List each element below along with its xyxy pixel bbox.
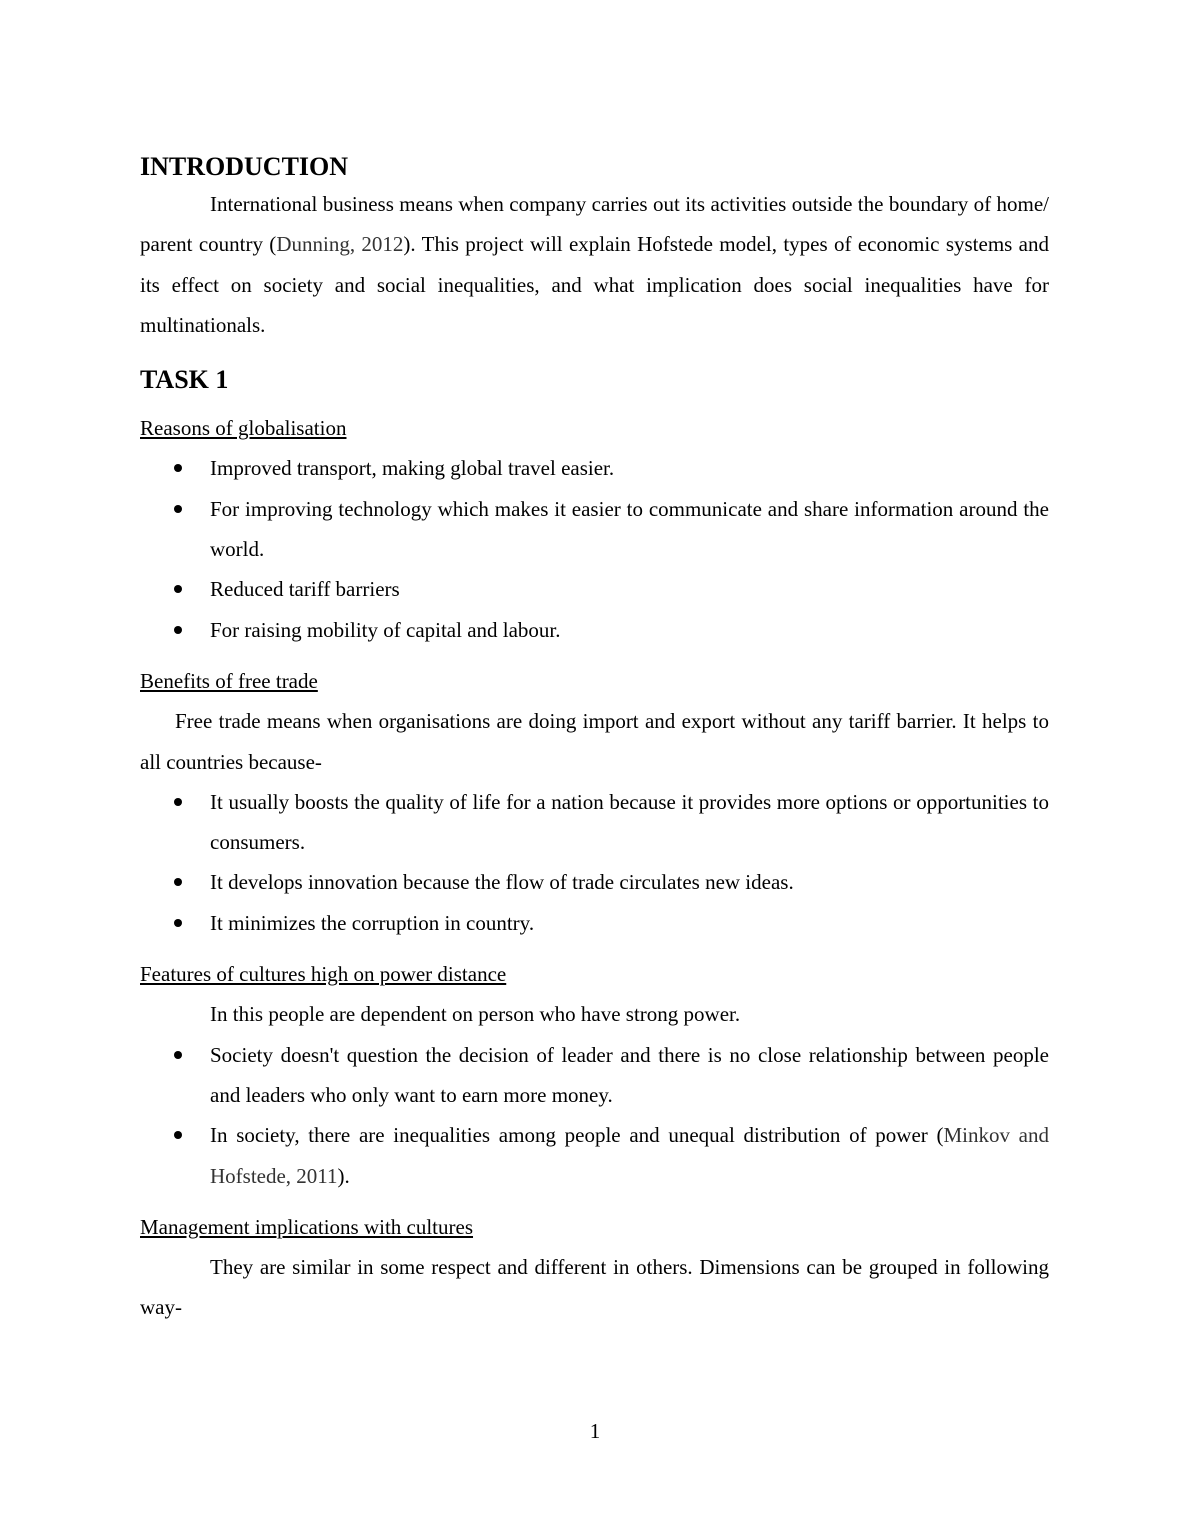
list-item [140, 448, 1049, 488]
bullet-icon [174, 878, 182, 886]
list-item-text-end: ). [337, 1163, 350, 1188]
free-trade-list [140, 782, 1049, 943]
list-item [140, 1035, 1049, 1116]
citation-minkov-hofstede: Minkov and Hofstede, 2011 [210, 1123, 1050, 1188]
globalisation-list [140, 448, 1049, 649]
citation-dunning: Dunning, 2012 [276, 232, 404, 257]
page-number: 1 [589, 1419, 601, 1443]
bullet-icon [174, 585, 182, 593]
list-item-text: Improved transport, making global travel easier. [210, 456, 615, 481]
management-paragraph: They are similar in some respect and different in others. Dimensions can be grouped in following way- [140, 1255, 1049, 1320]
globalisation-subheading: Reasons of globalisation [140, 416, 347, 441]
document-page [140, 150, 1049, 1328]
bullet-icon [174, 1131, 182, 1139]
list-item-text: In society, there are inequalities among people and unequal distribution of power ( [210, 1123, 944, 1148]
free-trade-subheading: Benefits of free trade [140, 668, 318, 693]
list-item [140, 610, 1049, 650]
bullet-icon [174, 919, 182, 927]
bullet-icon [174, 798, 182, 806]
list-item-text: Reduced tariff barriers [210, 577, 400, 602]
free-trade-intro: Free trade means when organisations are doing import and export without any tariff barrier. It helps to all countries because- [140, 709, 1049, 774]
management-subheading: Management implications with cultures [140, 1214, 474, 1239]
power-distance-list [140, 1035, 1049, 1196]
list-item [140, 862, 1049, 902]
list-item-text: It develops innovation because the flow of trade circulates new ideas. [210, 870, 794, 895]
intro-text-end: ). This project will explain Hofstede model, types of economic systems and its effect on society and social inequalities, and what implication does social inequalities have for multinationals. [140, 232, 1049, 337]
list-item [140, 569, 1049, 609]
bullet-icon [174, 626, 182, 634]
list-item [140, 782, 1049, 863]
list-item-text: For raising mobility of capital and labour. [210, 617, 561, 642]
bullet-icon [174, 505, 182, 513]
list-item [140, 1115, 1049, 1196]
introduction-paragraph [140, 184, 1049, 345]
list-item-text: For improving technology which makes it easier to communicate and share information around the world. [210, 496, 1049, 562]
bullet-icon [174, 464, 182, 472]
task1-heading: TASK 1 [140, 365, 229, 395]
power-distance-subheading: Features of cultures high on power distance [140, 962, 507, 987]
list-item-text: Society doesn't question the decision of leader and there is no close relationship between people and leaders who only want to earn more money. [210, 1042, 1049, 1107]
introduction-heading: INTRODUCTION [140, 152, 349, 181]
list-item-text: It minimizes the corruption in country. [210, 910, 535, 935]
intro-text-start: International business means when company carries out its activities outside the boundary of home/ parent country ( [140, 192, 1049, 257]
list-item [140, 489, 1049, 570]
power-distance-intro: In this people are dependent on person who have strong power. [210, 1002, 741, 1027]
list-item [140, 903, 1049, 943]
list-item-text: It usually boosts the quality of life for a nation because it provides more options or opportunities to consumers. [210, 789, 1049, 855]
bullet-icon [174, 1051, 182, 1059]
